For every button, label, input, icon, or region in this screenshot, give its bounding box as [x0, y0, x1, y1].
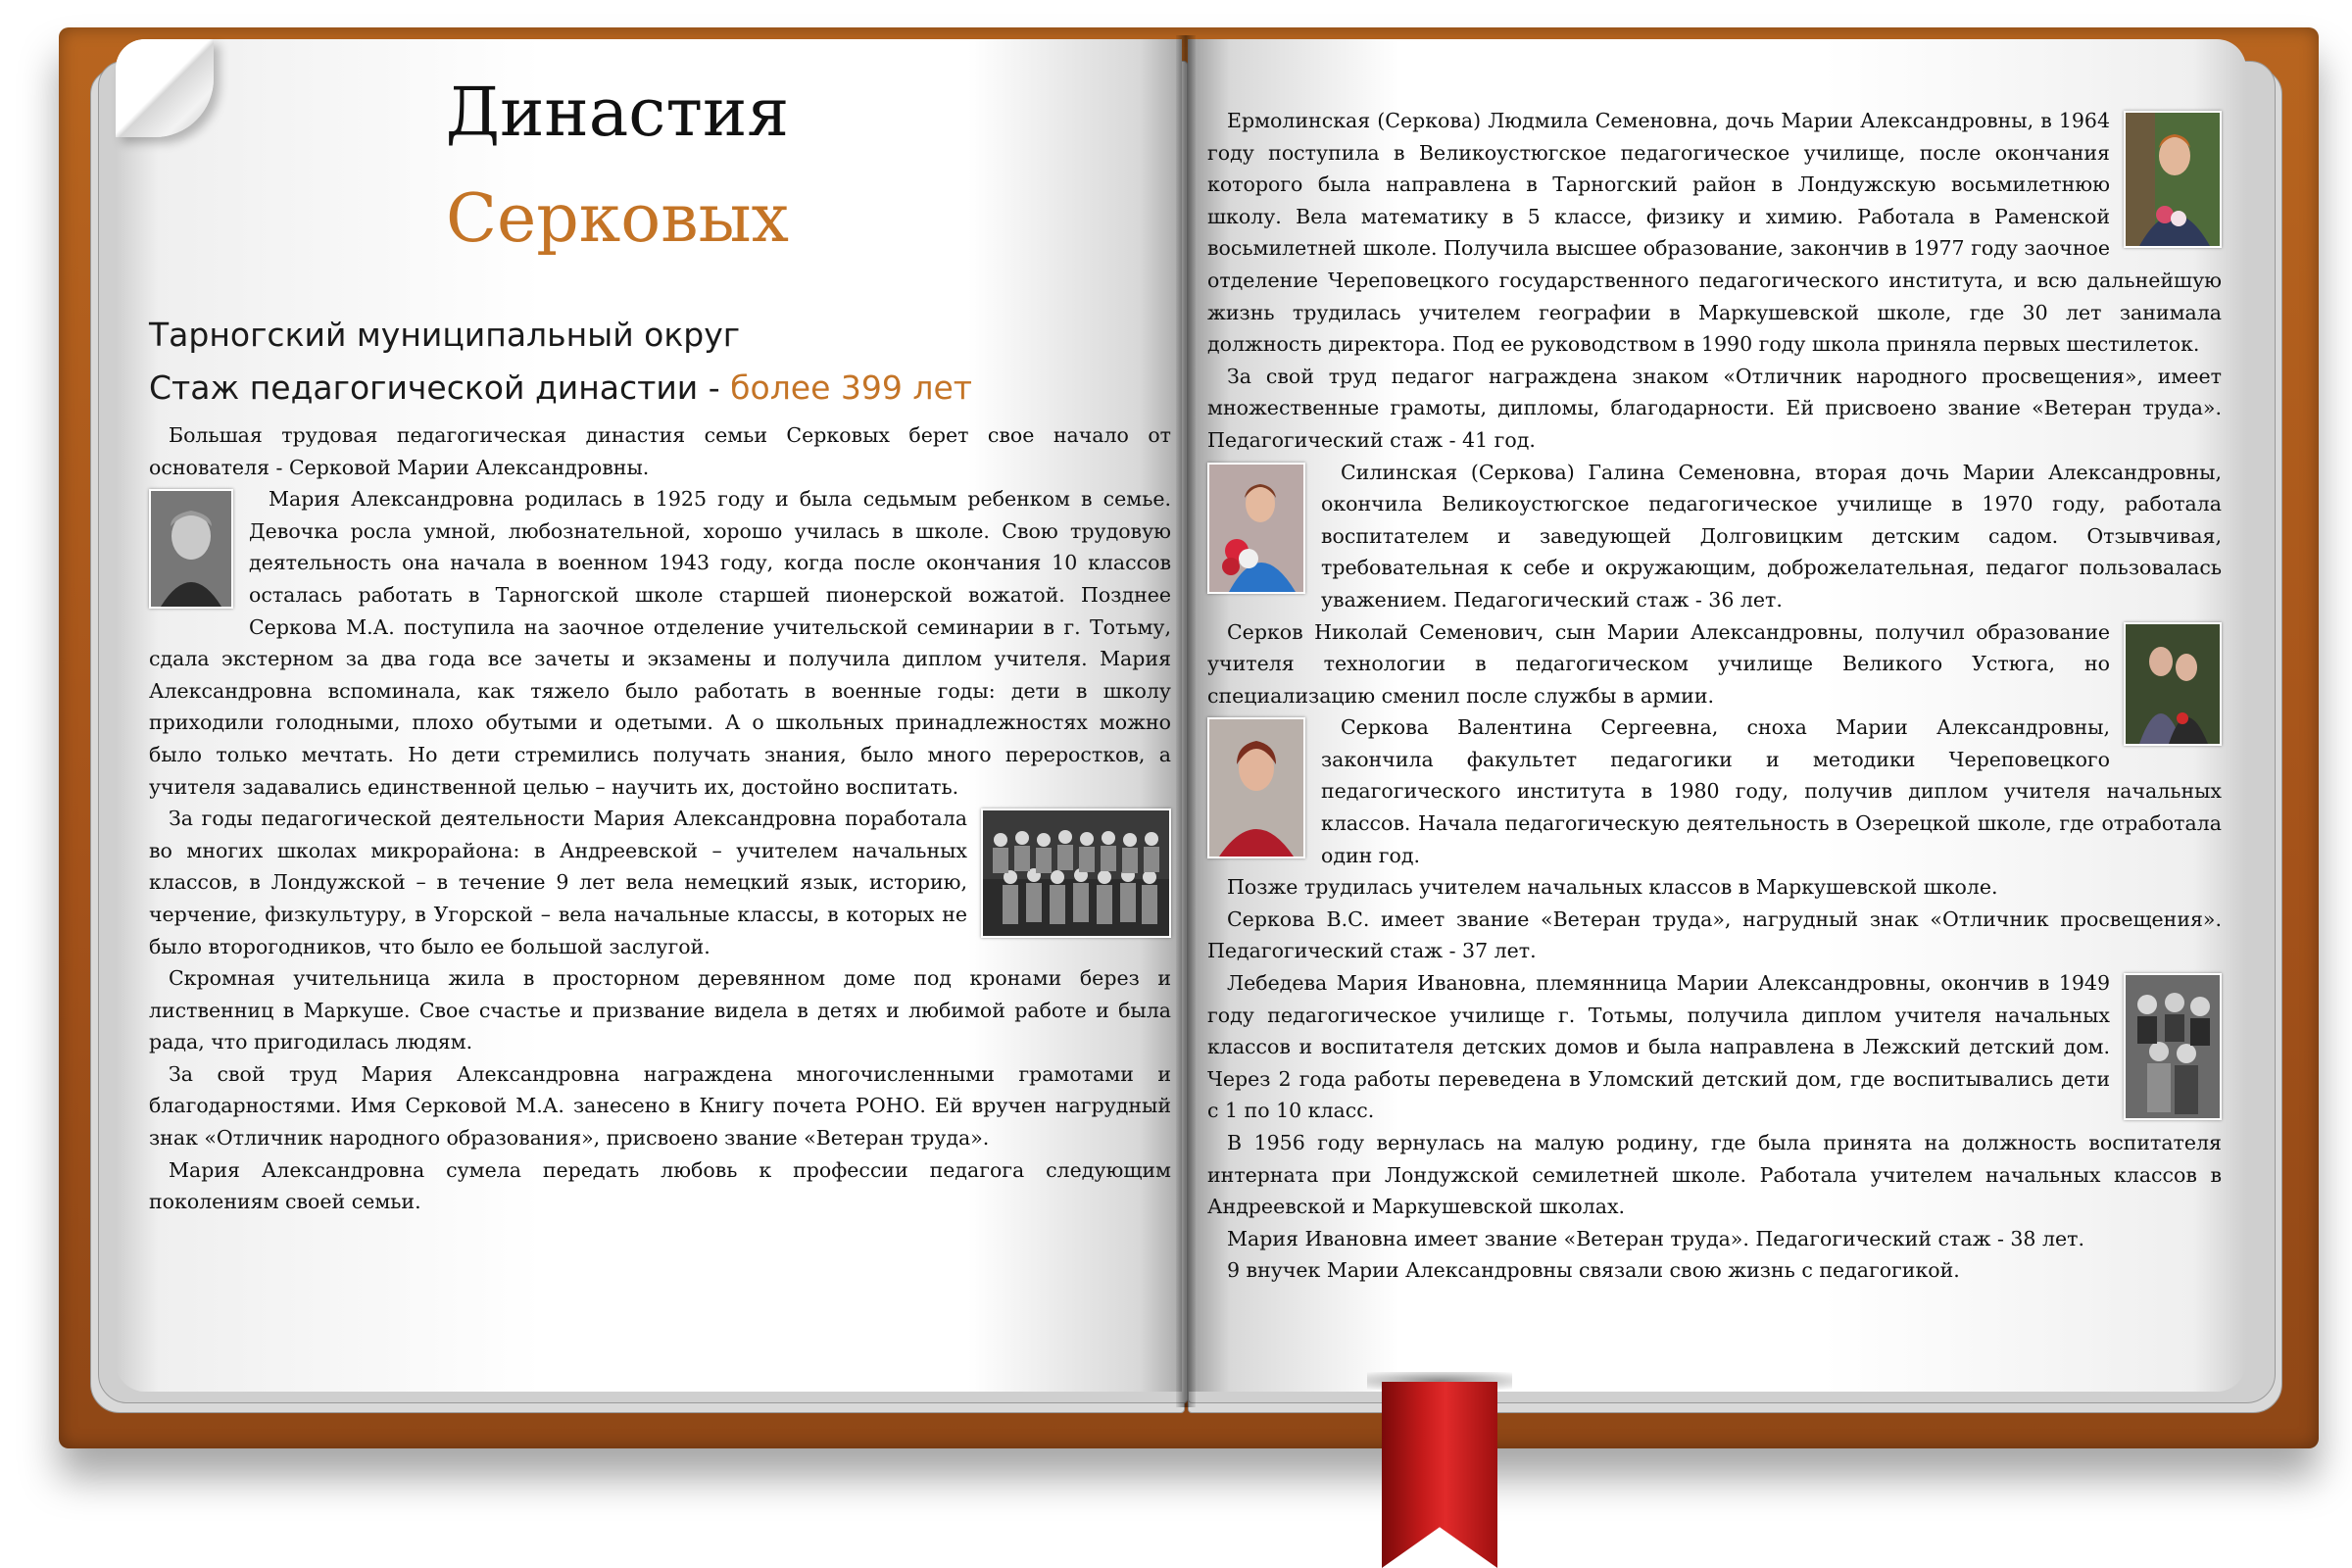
paragraph: Мария Ивановна имеет звание «Ветеран труда». Педагогический стаж - 38 лет.	[1227, 1226, 2085, 1250]
photo-class-group	[981, 808, 1171, 938]
paragraph: За свой труд педагог награждена знаком «Отличник народного просвещения», имеет множественные грамоты, дипломы, благодарности. Ей присвоено звание «Ветеран труда». Педагогический стаж - 41 год.	[1207, 364, 2222, 452]
paragraph: За свой труд Мария Александровна награждена многочисленными грамотами и благодарностями. Имя Серковой М.А. занесено в Книгу почета РОНО. Ей вручен нагрудный знак «Отличник народного образования», присвоено звание «Ветеран труда».	[149, 1061, 1171, 1151]
left-page-text	[149, 419, 1171, 1218]
paragraph: Силинская (Серкова) Галина Семеновна, вторая дочь Марии Александровны, окончила Великоустюгское педагогическое училище в 1970 году, работала воспитателем и заведующей Долговицким детским садом. Отзывчивая, требовательная к себе и окружающим, доброжелательная, педагог пользовалась уважением. Педагогический стаж - 36 лет.	[1321, 460, 2222, 612]
bookmark-ribbon-icon[interactable]	[1382, 1382, 1497, 1568]
paragraph: Позже трудилась учителем начальных классов в Маркушевской школе.	[1227, 875, 1998, 900]
paragraph: Большая трудовая педагогическая династия семьи Серковых берет свое начало от основателя - Серковой Марии Александровны.	[149, 423, 1171, 479]
book-spine	[1176, 35, 1196, 1407]
page-title-line1: Династия	[445, 74, 790, 152]
right-page-text	[1207, 105, 2222, 1287]
photo-valentina	[1207, 717, 1305, 858]
photo-lebedeva-family	[2124, 973, 2222, 1120]
paragraph: 9 внучек Марии Александровны связали свою жизнь с педагогикой.	[1227, 1258, 1960, 1283]
paragraph: Серкова В.С. имеет звание «Ветеран труда», нагрудный знак «Отличник просвещения». Педагогический стаж - 37 лет.	[1207, 906, 2222, 963]
paragraph: Серкова Валентина Сергеевна, сноха Марии Александровны, закончила факультет педагогики и методики Череповецкого педагогического института в 1980 году, получив диплом учителя начальных классов. Начала педагогическую деятельность в Озерецкой школе, где отработала один год.	[1321, 715, 2222, 867]
district-subtitle: Тарногский муниципальный округ	[149, 316, 741, 354]
photo-galina	[1207, 463, 1305, 594]
paragraph: Мария Александровна сумела передать любовь к профессии педагога следующим поколениям своей семьи.	[149, 1157, 1171, 1214]
stazh-value: более 399 лет	[730, 368, 972, 407]
paragraph: Лебедева Мария Ивановна, племянница Марии Александровны, окончив в 1949 году педагогическое училище г. Тотьмы, получила диплом учителя начальных классов и воспитателя детских домов и была направлена в Лежский детский дом. Через 2 года работы переведена в Уломский детский дом, где воспитывались дети с 1 по 10 класс.	[1207, 971, 2110, 1123]
paragraph: За годы педагогической деятельности Мария Александровна поработала во многих школах микрорайона: в Андреевской – учителем начальных классов, в Лондужской – в течение 9 лет вела немецкий язык, историю, черчение, физкультуру, в Угорской – вела начальные классы, в которых не было второгодников, что было ее большой заслугой.	[149, 807, 967, 958]
photo-nikolay	[2124, 622, 2222, 746]
paragraph: Скромная учительница жила в просторном деревянном доме под кронами берез и лиственниц в Маркуше. Свое счастье и призвание видела в детях и любимой работе и была рада, что пригодилась людям.	[149, 966, 1171, 1054]
paragraph: В 1956 году вернулась на малую родину, где была принята на должность воспитателя интерната при Лондужской семилетней школе. Работала учителем начальных классов в Андреевской и Маркушевской школах.	[1207, 1131, 2222, 1219]
photo-lyudmila	[2124, 111, 2222, 248]
paragraph: Серков Николай Семенович, сын Марии Александровны, получил образование учителя технологии в педагогическом училище Великого Устюга, но специализацию сменил после службы в армии.	[1207, 619, 2110, 708]
page-title-line2: Серковых	[446, 180, 789, 258]
paragraph: Мария Александровна родилась в 1925 году и была седьмым ребенком в семье. Девочка росла умной, любознательной, хорошо училась в школе. Свою трудовую деятельность она начала в военном 1943 году, когда после окончания 10 классов осталась работать в Тарногской школе старшей пионерской вожатой. Позднее Серкова М.А. поступила на заочное отделение учительской семинарии в г. Тотьму, сдала экстерном за два года все зачеты и экзамены и получила диплом учителя. Мария Александровна вспоминала, как тяжело было работать в военные годы: дети в школу приходили голодными, плохо обутыми и одетыми. А о школьных принадлежностях можно было только мечтать. Но дети стремились получать знания, было много переростков, а учителя задавались единственной целью – научить их, достойно воспитать.	[149, 487, 1171, 799]
photo-maria-serkova	[149, 489, 233, 609]
paragraph: Ермолинская (Серкова) Людмила Семеновна, дочь Марии Александровны, в 1964 году поступила в Великоустюгское педагогическое училище, после окончания которого была направлена в Тарногский район в Лондужскую восьмилетнюю школу. Вела математику в 5 классе, физику и химию. Работала в Раменской восьмилетней школе. Получила высшее образование, закончив в 1977 году заочное отделение Череповецкого государственного педагогического института, и всю дальнейшую жизнь трудилась учителем географии в Маркушевской школе, где 30 лет занимала должность директора. Под ее руководством в 1990 году школа приняла первых шестилеток.	[1207, 109, 2222, 357]
stazh-prefix: Стаж педагогической династии -	[149, 368, 731, 407]
stazh-subtitle	[149, 368, 972, 407]
